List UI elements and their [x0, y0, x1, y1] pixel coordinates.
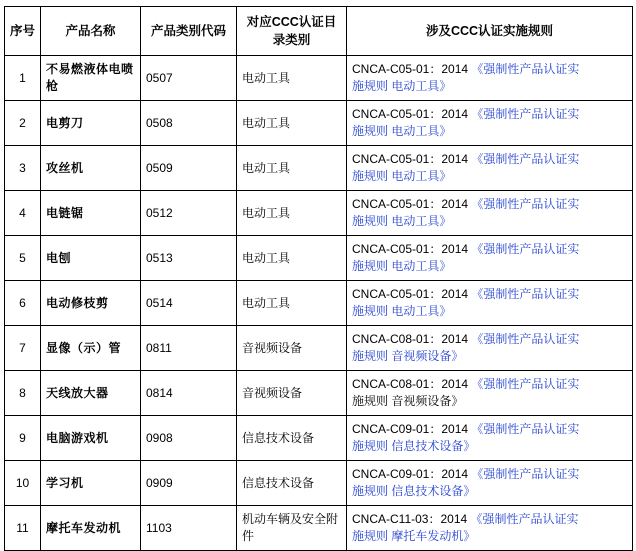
cell-product-name: 学习机: [41, 461, 141, 506]
cell-seq: 1: [5, 56, 41, 101]
rule-line-second: [352, 483, 627, 500]
table-row: [5, 56, 633, 101]
rule-link-continued[interactable]: 施规则 电动工具》: [352, 169, 452, 183]
rule-line-second: [352, 528, 627, 545]
cell-product-name: 摩托车发动机: [41, 506, 141, 551]
rule-code: CNCA-C08-01：2014: [352, 332, 469, 346]
column-header-seq: 序号: [5, 7, 41, 56]
cell-seq: 8: [5, 371, 41, 416]
cell-category: 电动工具: [237, 101, 347, 146]
rule-line-first: [352, 421, 627, 438]
rule-code: CNCA-C09-01：2014: [352, 467, 469, 481]
table-header-row: [5, 7, 633, 56]
cell-product-code: 0909: [141, 461, 237, 506]
rule-code: CNCA-C08-01：2014: [352, 377, 469, 391]
cell-rule: [347, 461, 633, 506]
rule-link[interactable]: 《强制性产品认证实: [471, 332, 580, 346]
rule-line-first: [352, 466, 627, 483]
rule-line-first: [352, 106, 627, 123]
rule-link[interactable]: 《强制性产品认证实: [471, 467, 580, 481]
rule-line-second: [352, 213, 627, 230]
cell-product-name: 电剪刀: [41, 101, 141, 146]
cell-product-code: 0508: [141, 101, 237, 146]
cell-product-name: 攻丝机: [41, 146, 141, 191]
rule-line-second: [352, 303, 627, 320]
cell-category: 信息技术设备: [237, 416, 347, 461]
rule-line-second: [352, 393, 627, 410]
table-row: [5, 191, 633, 236]
rule-link-continued[interactable]: 施规则 电动工具》: [352, 259, 452, 273]
cell-product-name: 显像（示）管: [41, 326, 141, 371]
table-row: [5, 371, 633, 416]
cell-category: 电动工具: [237, 236, 347, 281]
cell-product-name: 天线放大器: [41, 371, 141, 416]
rule-text-continued: 施规则 音视频设备》: [352, 394, 464, 408]
cell-seq: 3: [5, 146, 41, 191]
cell-seq: 5: [5, 236, 41, 281]
cell-rule: [347, 281, 633, 326]
rule-line-second: [352, 348, 627, 365]
cell-product-code: 0509: [141, 146, 237, 191]
rule-link[interactable]: 《强制性产品认证实: [471, 287, 580, 301]
cell-category: 音视频设备: [237, 371, 347, 416]
rule-line-second: [352, 258, 627, 275]
rule-link[interactable]: 《强制性产品认证实: [471, 422, 580, 436]
rule-line-first: [352, 61, 627, 78]
cell-rule: [347, 506, 633, 551]
cell-product-name: 电链锯: [41, 191, 141, 236]
rule-link[interactable]: 《强制性产品认证实: [471, 62, 580, 76]
table-row: [5, 416, 633, 461]
table-row: [5, 326, 633, 371]
rule-link-continued[interactable]: 施规则 电动工具》: [352, 124, 452, 138]
cell-rule: [347, 101, 633, 146]
column-header-product-code: 产品类别代码: [141, 7, 237, 56]
cell-product-name: 不易燃液体电喷枪: [41, 56, 141, 101]
cell-category: 电动工具: [237, 56, 347, 101]
column-header-rule: 涉及CCC认证实施规则: [347, 7, 633, 56]
cell-rule: [347, 371, 633, 416]
cell-product-code: 0814: [141, 371, 237, 416]
rule-link[interactable]: 《强制性产品认证实: [471, 107, 580, 121]
cell-category: 电动工具: [237, 281, 347, 326]
table-row: [5, 236, 633, 281]
cell-category: 音视频设备: [237, 326, 347, 371]
rule-line-second: [352, 78, 627, 95]
cell-product-code: 1103: [141, 506, 237, 551]
table-body: [5, 56, 633, 551]
table-row: [5, 101, 633, 146]
table-row: [5, 506, 633, 551]
table-row: [5, 146, 633, 191]
column-header-product-name: 产品名称: [41, 7, 141, 56]
cell-seq: 11: [5, 506, 41, 551]
rule-link-continued[interactable]: 施规则 电动工具》: [352, 304, 452, 318]
rule-code: CNCA-C05-01：2014: [352, 197, 469, 211]
rule-line-first: [352, 376, 627, 393]
rule-line-first: [352, 241, 627, 258]
rule-line-first: [352, 196, 627, 213]
cell-product-code: 0514: [141, 281, 237, 326]
rule-link[interactable]: 《强制性产品认证实: [471, 197, 580, 211]
rule-link[interactable]: 《强制性产品认证实: [471, 152, 580, 166]
cell-product-code: 0513: [141, 236, 237, 281]
table-row: [5, 461, 633, 506]
rule-line-first: [352, 151, 627, 168]
cell-product-code: 0507: [141, 56, 237, 101]
rule-line-second: [352, 123, 627, 140]
rule-link-continued[interactable]: 施规则 信息技术设备》: [352, 484, 476, 498]
rule-link[interactable]: 《强制性产品认证实: [471, 377, 580, 391]
rule-code: CNCA-C05-01：2014: [352, 107, 469, 121]
ccc-certification-table: [4, 6, 633, 551]
cell-rule: [347, 191, 633, 236]
cell-product-name: 电动修枝剪: [41, 281, 141, 326]
cell-seq: 6: [5, 281, 41, 326]
cell-rule: [347, 56, 633, 101]
rule-code: CNCA-C05-01：2014: [352, 62, 469, 76]
cell-rule: [347, 146, 633, 191]
rule-code: CNCA-C09-01：2014: [352, 422, 469, 436]
rule-line-second: [352, 168, 627, 185]
rule-code: CNCA-C05-01：2014: [352, 242, 469, 256]
rule-code: CNCA-C11-03：2014: [352, 512, 468, 526]
rule-link-continued[interactable]: 施规则 音视频设备》: [352, 349, 464, 363]
column-header-category: 对应CCC认证目录类别: [237, 7, 347, 56]
cell-product-name: 电脑游戏机: [41, 416, 141, 461]
table-row: [5, 281, 633, 326]
cell-product-code: 0512: [141, 191, 237, 236]
cell-product-code: 0811: [141, 326, 237, 371]
cell-seq: 2: [5, 101, 41, 146]
cell-category: 电动工具: [237, 146, 347, 191]
rule-code: CNCA-C05-01：2014: [352, 287, 469, 301]
rule-link[interactable]: 《强制性产品认证实: [471, 242, 580, 256]
rule-line-first: [352, 331, 627, 348]
cell-product-code: 0908: [141, 416, 237, 461]
cell-category: 电动工具: [237, 191, 347, 236]
cell-seq: 7: [5, 326, 41, 371]
rule-link-continued[interactable]: 施规则 电动工具》: [352, 79, 452, 93]
rule-link-continued[interactable]: 施规则 信息技术设备》: [352, 439, 476, 453]
cell-category: 信息技术设备: [237, 461, 347, 506]
cell-seq: 9: [5, 416, 41, 461]
cell-rule: [347, 416, 633, 461]
rule-link-continued[interactable]: 施规则 摩托车发动机》: [352, 529, 476, 543]
rule-code: CNCA-C05-01：2014: [352, 152, 469, 166]
cell-seq: 10: [5, 461, 41, 506]
rule-link-continued[interactable]: 施规则 电动工具》: [352, 214, 452, 228]
cell-product-name: 电刨: [41, 236, 141, 281]
cell-seq: 4: [5, 191, 41, 236]
rule-link[interactable]: 《强制性产品认证实: [470, 512, 579, 526]
cell-rule: [347, 326, 633, 371]
cell-rule: [347, 236, 633, 281]
rule-line-first: [352, 511, 627, 528]
cell-category: 机动车辆及安全附件: [237, 506, 347, 551]
rule-line-second: [352, 438, 627, 455]
rule-line-first: [352, 286, 627, 303]
